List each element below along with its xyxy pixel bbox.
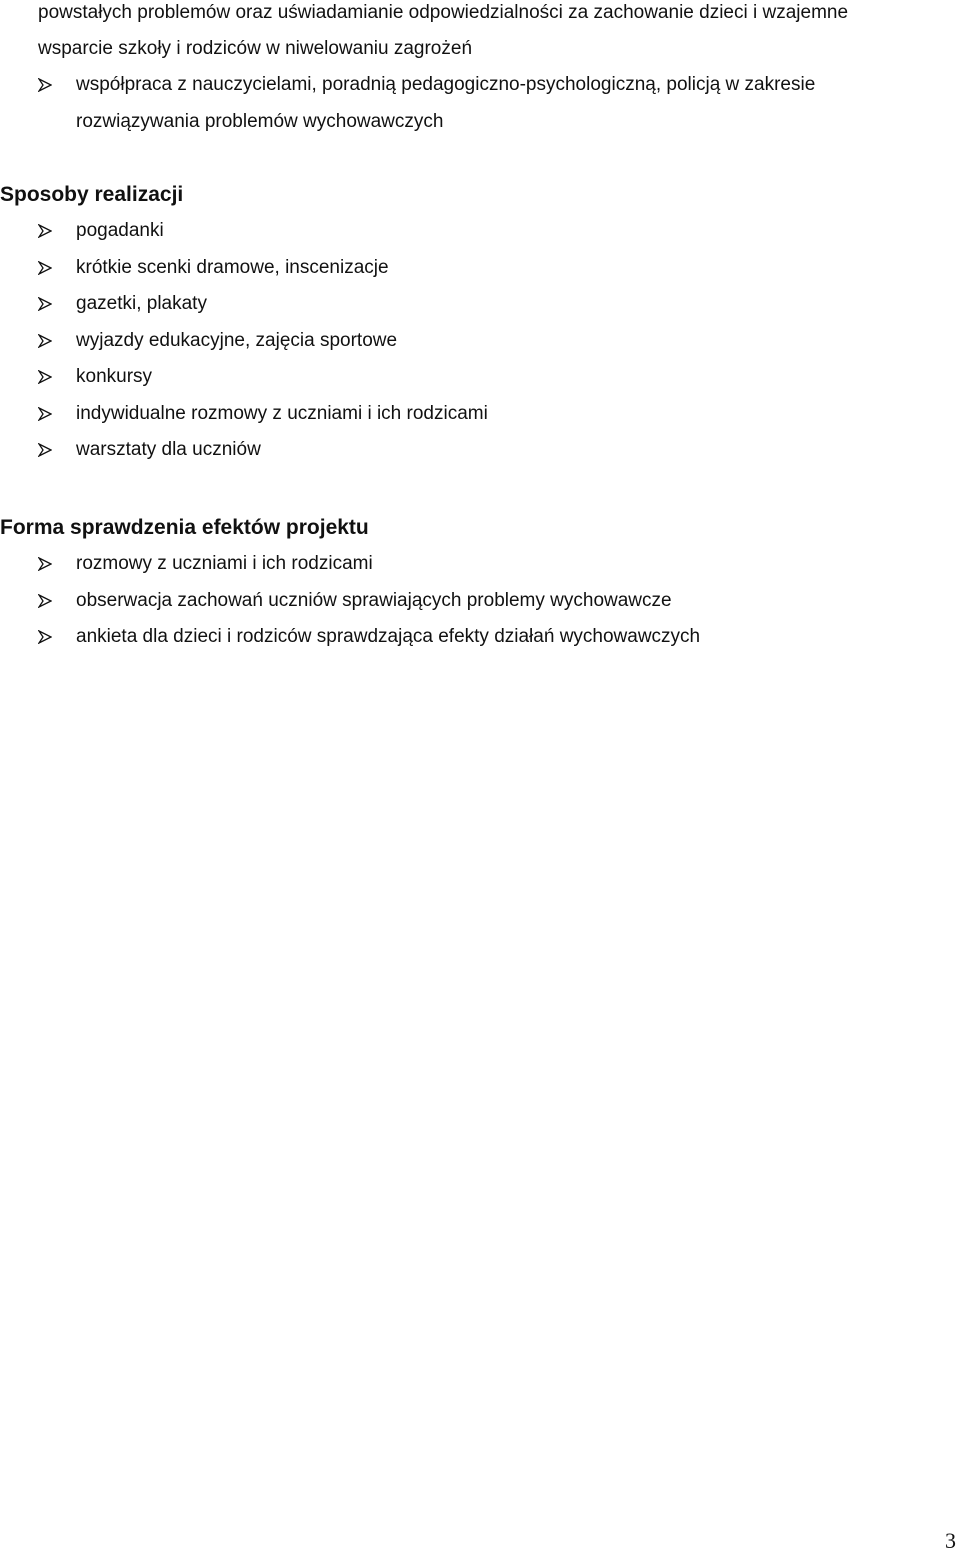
page-number: 3 [945, 1528, 956, 1553]
list-item [0, 432, 960, 469]
section-forma-sprawdzenia [0, 510, 960, 656]
list-item-line: rozwiązywania problemów wychowawczych [76, 110, 444, 132]
arrowhead-bullet-icon [38, 78, 52, 92]
list-item-text: wyjazdy edukacyjne, zajęcia sportowe [76, 329, 398, 351]
continuation-paragraph [38, 0, 938, 67]
list-item [0, 583, 960, 620]
arrowhead-bullet-icon [38, 334, 52, 348]
arrowhead-bullet-icon [38, 407, 52, 421]
arrowhead-bullet-icon [38, 261, 52, 275]
section-list [0, 213, 960, 469]
list-item [0, 323, 960, 360]
list-item-text: warsztaty dla uczniów [76, 439, 261, 460]
arrowhead-bullet-icon [38, 224, 52, 238]
continuation-line: powstałych problemów oraz uświadamianie odpowiedzialności za zachowanie dzieci i wzajemne [38, 2, 849, 23]
list-item-line: współpraca z nauczycielami, poradnią pedagogiczno-psychologiczną, policją w zakresie [76, 74, 816, 95]
list-item [0, 67, 960, 140]
section-sposoby-realizacji [0, 177, 960, 469]
arrowhead-bullet-icon [38, 297, 52, 311]
list-item [0, 250, 960, 287]
list-item-text: pogadanki [76, 220, 164, 241]
list-item-text: konkursy [76, 366, 153, 387]
section-heading: Sposoby realizacji [0, 183, 184, 206]
arrowhead-bullet-icon [38, 370, 52, 384]
list-item [0, 396, 960, 433]
list-item-text: gazetki, plakaty [76, 293, 207, 314]
list-item-text: rozmowy z uczniami i ich rodzicami [76, 553, 373, 574]
list-item [0, 619, 960, 656]
list-item [0, 286, 960, 323]
intro-list [0, 67, 960, 140]
arrowhead-bullet-icon [38, 594, 52, 608]
arrowhead-bullet-icon [38, 630, 52, 644]
list-item-text: obserwacja zachowań uczniów sprawiających problemy wychowawcze [76, 589, 672, 611]
list-item-text: indywidualne rozmowy z uczniami i ich rodzicami [76, 402, 488, 424]
list-item-text [76, 67, 960, 140]
list-item [0, 359, 960, 396]
list-item [0, 213, 960, 250]
list-item [0, 546, 960, 583]
arrowhead-bullet-icon [38, 557, 52, 571]
list-item-text: krótkie scenki dramowe, inscenizacje [76, 256, 389, 278]
section-heading: Forma sprawdzenia efektów projektu [0, 516, 369, 539]
list-item-text: ankieta dla dzieci i rodziców sprawdzająca efekty działań wychowawczych [76, 626, 701, 647]
arrowhead-bullet-icon [38, 443, 52, 457]
section-list [0, 546, 960, 656]
continuation-line: wsparcie szkoły i rodziców w niwelowaniu zagrożeń [38, 38, 473, 59]
